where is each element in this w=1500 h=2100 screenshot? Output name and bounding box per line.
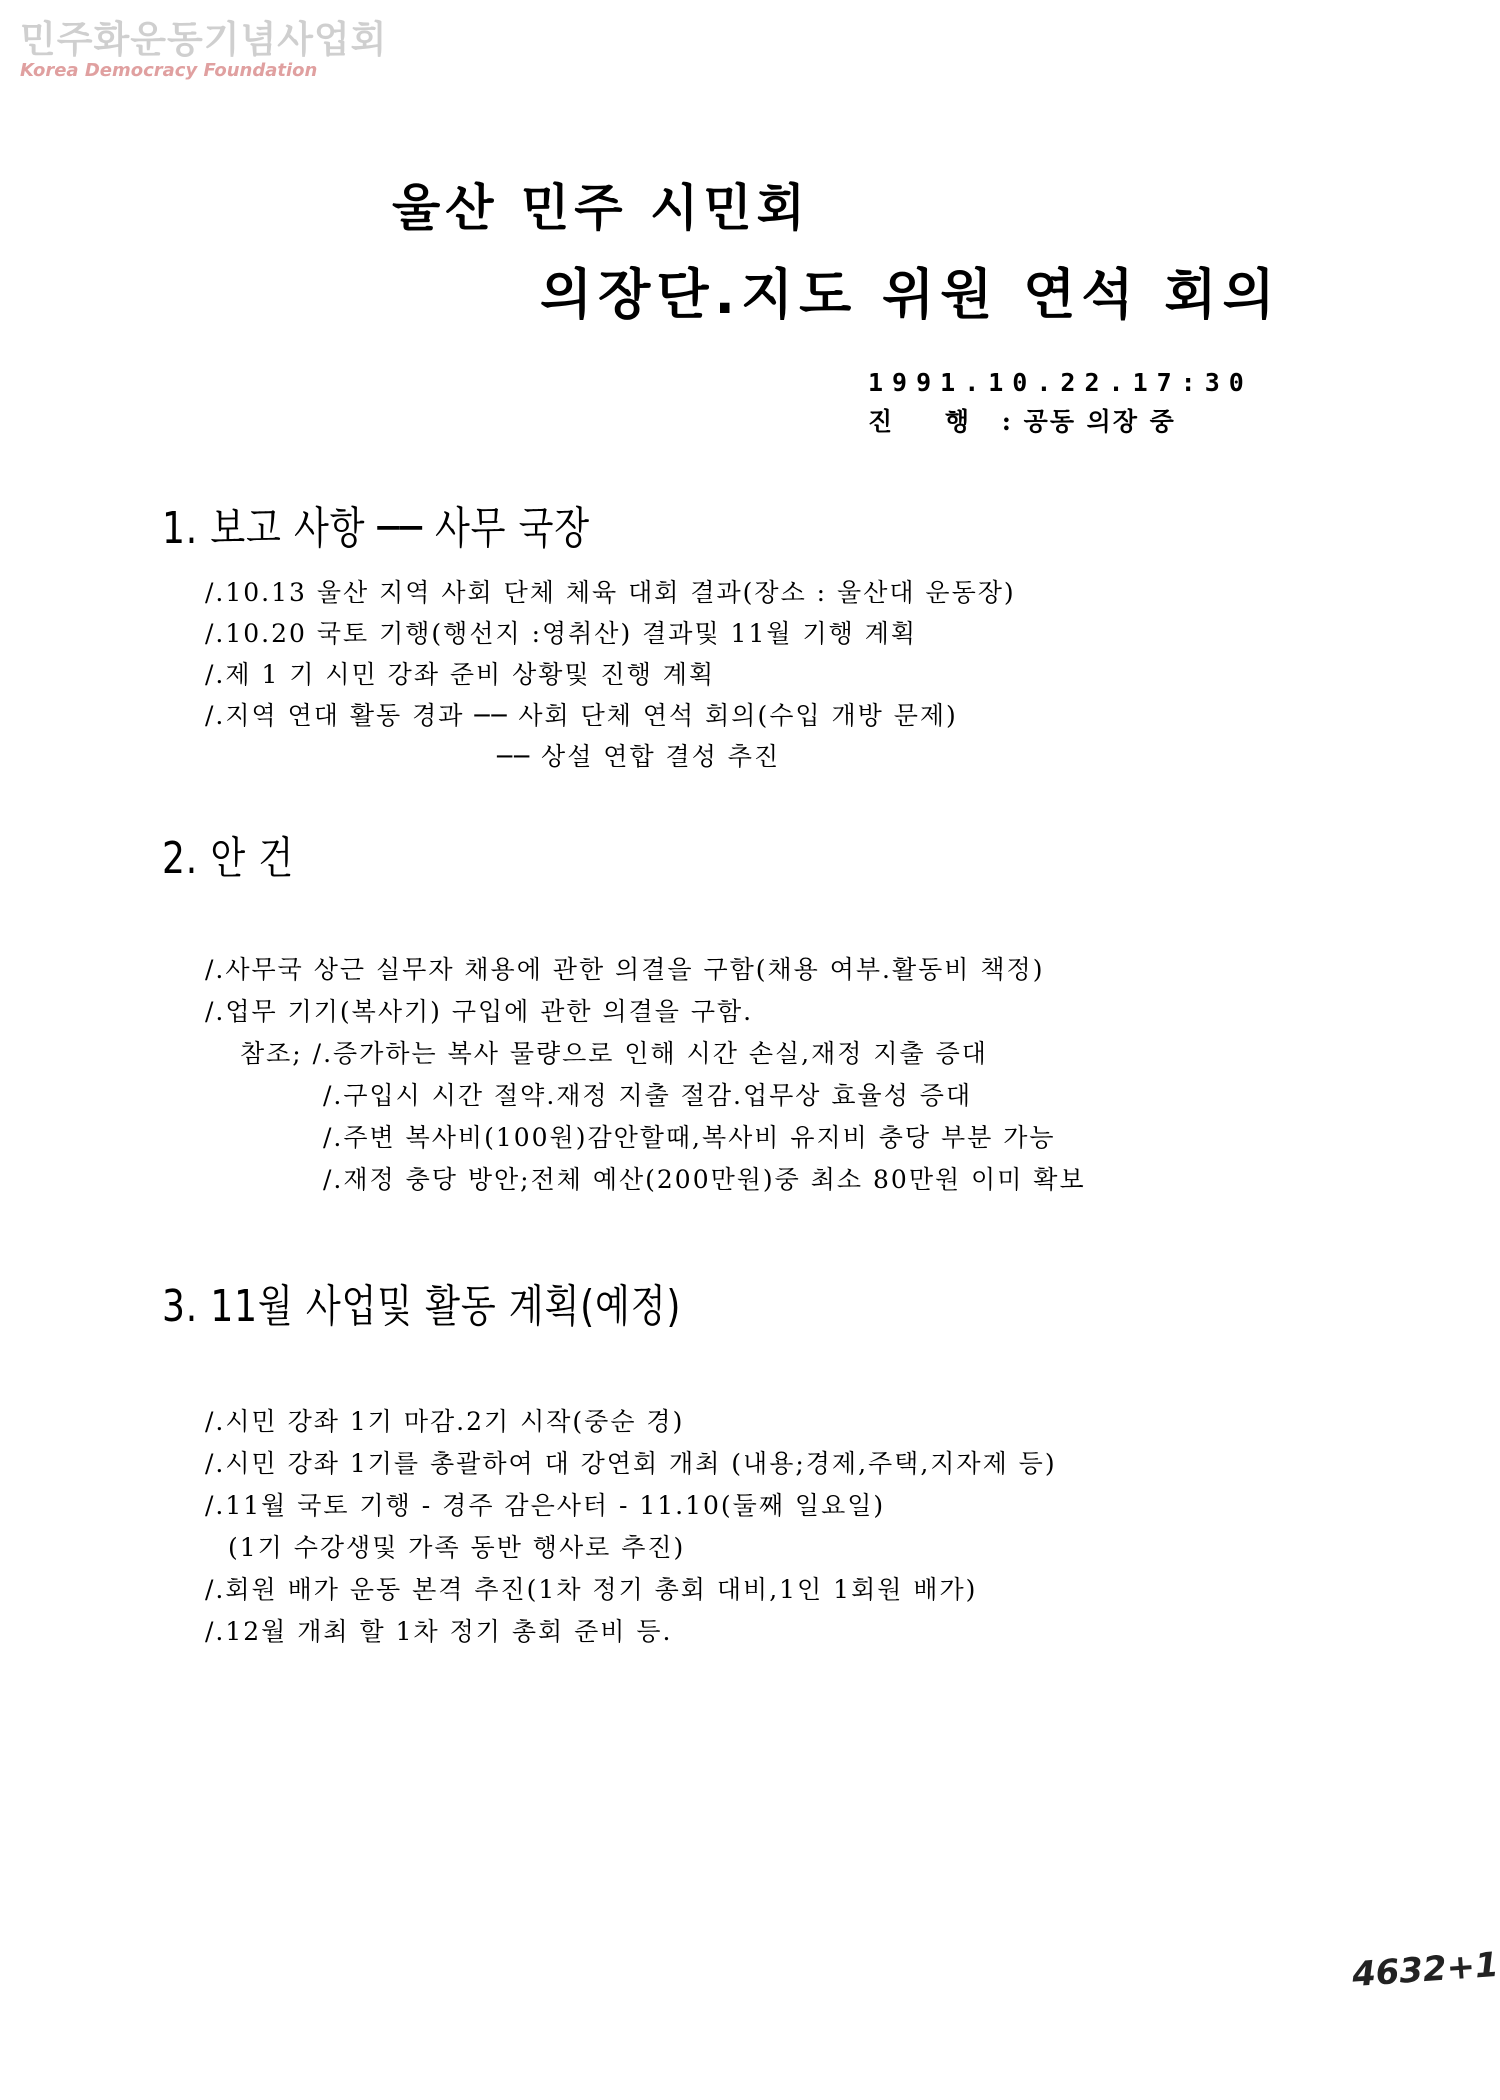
watermark-korean: 민주화운동기념사업회 bbox=[20, 18, 388, 61]
section3-item: /.11월 국토 기행 - 경주 감은사터 - 11.10(둘째 일요일) bbox=[205, 1491, 886, 1520]
section3-item: /.12월 개최 할 1차 정기 총회 준비 등. bbox=[205, 1617, 673, 1646]
section1-item: /.지역 연대 활동 경과 ── 사회 단체 연석 회의(수입 개방 문제) bbox=[205, 701, 958, 730]
section3-item: /.회원 배가 운동 본격 추진(1차 정기 총회 대비,1인 1회원 배가) bbox=[205, 1575, 978, 1604]
document-title: 울산 민주 시민회 bbox=[392, 179, 810, 237]
section3-item: (1기 수강생및 가족 동반 행사로 추진) bbox=[228, 1533, 686, 1562]
section1-item: /.10.20 국토 기행(행선지 :영취산) 결과및 11월 기행 계획 bbox=[205, 619, 918, 648]
section1-item: ── 상설 연합 결성 추진 bbox=[497, 742, 781, 771]
section2-heading: 2. 안 건 bbox=[162, 833, 294, 884]
section3-item: /.시민 강좌 1기 마감.2기 시작(중순 경) bbox=[205, 1407, 685, 1436]
meeting-date: 1991.10.22.17:30 bbox=[868, 368, 1253, 397]
progress-value: : 공동 의장 중 bbox=[1001, 407, 1176, 436]
section3-item: /.시민 강좌 1기를 총괄하여 대 강연회 개최 (내용;경제,주택,지자제 등) bbox=[205, 1449, 1057, 1478]
watermark bbox=[20, 18, 387, 81]
section1-heading: 1. 보고 사항 ── 사무 국장 bbox=[162, 503, 590, 554]
archive-stamp: 4632+1 bbox=[1350, 1944, 1500, 1996]
document-subtitle: 의장단.지도 위원 연석 회의 bbox=[540, 263, 1281, 326]
section2-item: /.업무 기기(복사기) 구입에 관한 의결을 구함. bbox=[205, 997, 754, 1026]
section2-note: 참조; /.증가하는 복사 물량으로 인해 시간 손실,재정 지출 증대 bbox=[240, 1039, 988, 1068]
section2-note: /.구입시 시간 절약.재정 지출 절감.업무상 효율성 증대 bbox=[323, 1081, 973, 1110]
section2-note: /.주변 복사비(100원)감안할때,복사비 유지비 충당 부분 가능 bbox=[323, 1123, 1056, 1152]
progress-label: 진 행 bbox=[868, 407, 992, 436]
section3-heading: 3. 11월 사업및 활동 계획(예정) bbox=[162, 1281, 682, 1332]
section2-item: /.사무국 상근 실무자 채용에 관한 의결을 구함(채용 여부.활동비 책정) bbox=[205, 955, 1045, 984]
meeting-chair bbox=[868, 402, 1176, 438]
section1-item: /.10.13 울산 지역 사회 단체 체육 대회 결과(장소 : 울산대 운동장) bbox=[205, 578, 1016, 607]
section1-item: /.제 1 기 시민 강좌 준비 상황및 진행 계획 bbox=[205, 660, 716, 689]
section2-note: /.재정 충당 방안;전체 예산(200만원)중 최소 80만원 이미 확보 bbox=[323, 1165, 1086, 1194]
watermark-english: Korea Democracy Foundation bbox=[20, 60, 318, 81]
